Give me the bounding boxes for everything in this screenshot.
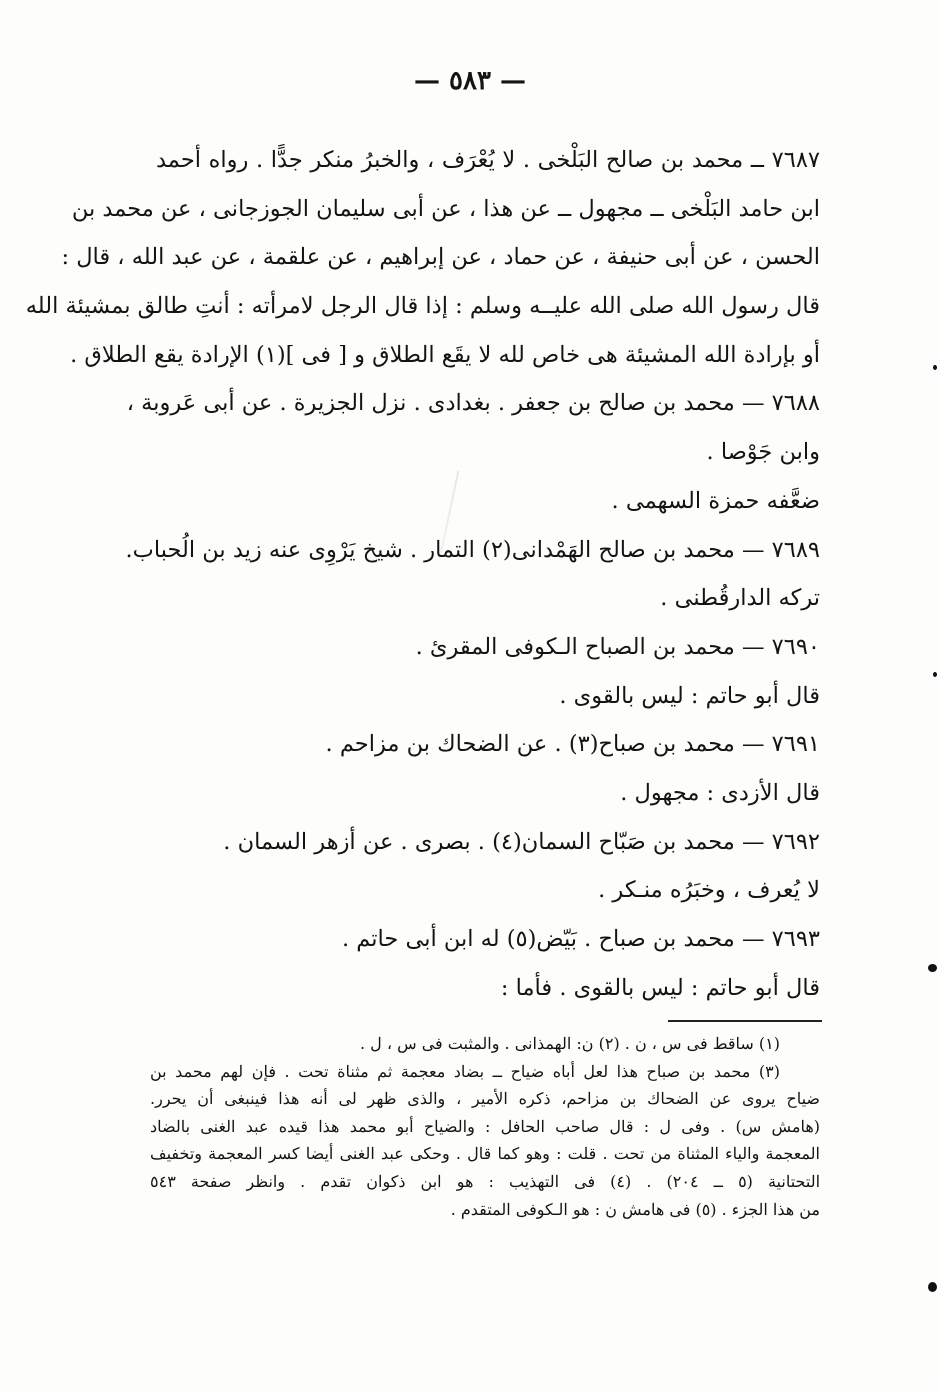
text-line: ٧٦٨٧ ــ محمد بن صالح البَلْخى . لا يُعْرَف ، والخبرُ منكر جدًّا . رواه أحمد: [156, 147, 820, 173]
text-line: ٧٦٩١ — محمد بن صباح(٣) . عن الضحاك بن مزاحم .: [325, 731, 820, 758]
footnote-rule: [668, 1020, 822, 1022]
text-line: ٧٦٨٩ — محمد بن صالح الهَمْدانى(٢) التمار . شيخ يَرْوِى عنه زيد بن الُحباب.: [125, 536, 820, 563]
footnote-line: (هامش س) . وفى ل : قال صاحب الحافل : والضياح أبو محمد هذا قيده عبد الغنى بالضاد: [150, 1116, 820, 1136]
footnote-line: (١) ساقط فى س ، ن . (٢) ن: الهمذانى . والمثبت فى س ، ل .: [359, 1034, 780, 1053]
margin-mark: [933, 365, 937, 370]
text-line: ضعَّفه حمزة السهمى .: [611, 487, 820, 514]
margin-mark: [928, 964, 937, 972]
footnote-line: التحتانية (٥ ــ ٢٠٤) . (٤) فى التهذيب : هو ابن ذكوان تقدم . وانظر صفحة ٥٤٣: [150, 1171, 821, 1191]
text-line: قال رسول الله صلى الله عليــه وسلم : إذا قال الرجل لامرأته : أنتِ طالق بمشيئة الله: [25, 293, 820, 320]
text-line: أو بإرادة الله المشيئة هى خاص لله لا يقَع الطلاق و [ فى ](١) الإرادة يقع الطلاق .: [70, 341, 820, 368]
text-line: قال الأزدى : مجهول .: [620, 779, 820, 806]
page-number: — ٥٨٣ —: [413, 66, 527, 96]
text-line: وابن جَوْصا .: [706, 439, 820, 466]
text-line: ٧٦٩٢ — محمد بن صَبّاح السمان(٤) . بصرى . عن أزهر السمان .: [223, 828, 820, 855]
text-line: قال أبو حاتم : ليس بالقوى .: [559, 682, 820, 709]
footnotes: [150, 1030, 820, 1223]
footnote-line: (٣) محمد بن صباح هذا لعل أباه ضياح ــ بضاد معجمة ثم مثناة تحت . فإن لهم محمد بن: [150, 1061, 781, 1081]
margin-mark: [933, 672, 937, 677]
text-line: ٧٦٨٨ — محمد بن صالح بن جعفر . بغدادى . نزل الجزيرة . عن أبى عَروبة ،: [126, 390, 820, 417]
text-line: ٧٦٩٣ — محمد بن صباح . بَيّض(٥) له ابن أبى حاتم .: [342, 926, 820, 952]
footnote-line: من هذا الجزء . (٥) فى هامش ن : هو الـكوفى المتقدم .: [450, 1199, 820, 1219]
main-text: [25, 136, 820, 1012]
text-line: ٧٦٩٠ — محمد بن الصباح الـكوفى المقرئ .: [415, 633, 820, 660]
text-line: لا يُعرف ، وخبَرُه منـكر .: [598, 877, 820, 904]
text-line: قال أبو حاتم : ليس بالقوى . فأما :: [500, 974, 820, 1001]
margin-mark: [928, 1282, 937, 1292]
text-line: تركه الدارقُطنى .: [660, 585, 820, 612]
text-line: ابن حامد البَلْخى ــ مجهول ــ عن هذا ، عن أبى سليمان الجوزجانى ، عن محمد بن: [71, 195, 820, 222]
footnote-line: المعجمة والياء المثناة من تحت . قلت : وهو كما قال . وحكى عبد الغنى أيضا كسر المعجمة وتخفيف: [150, 1144, 820, 1164]
footnote-line: ضياح يروى عن الضحاك بن مزاحم، ذكره الأمير ، والذى ظهر لى أنه هذا فينبغى أن يحرر.: [150, 1089, 820, 1109]
text-line: الحسن ، عن أبى حنيفة ، عن حماد ، عن إبراهيم ، عن علقمة ، عن عبد الله ، قال :: [61, 244, 820, 271]
